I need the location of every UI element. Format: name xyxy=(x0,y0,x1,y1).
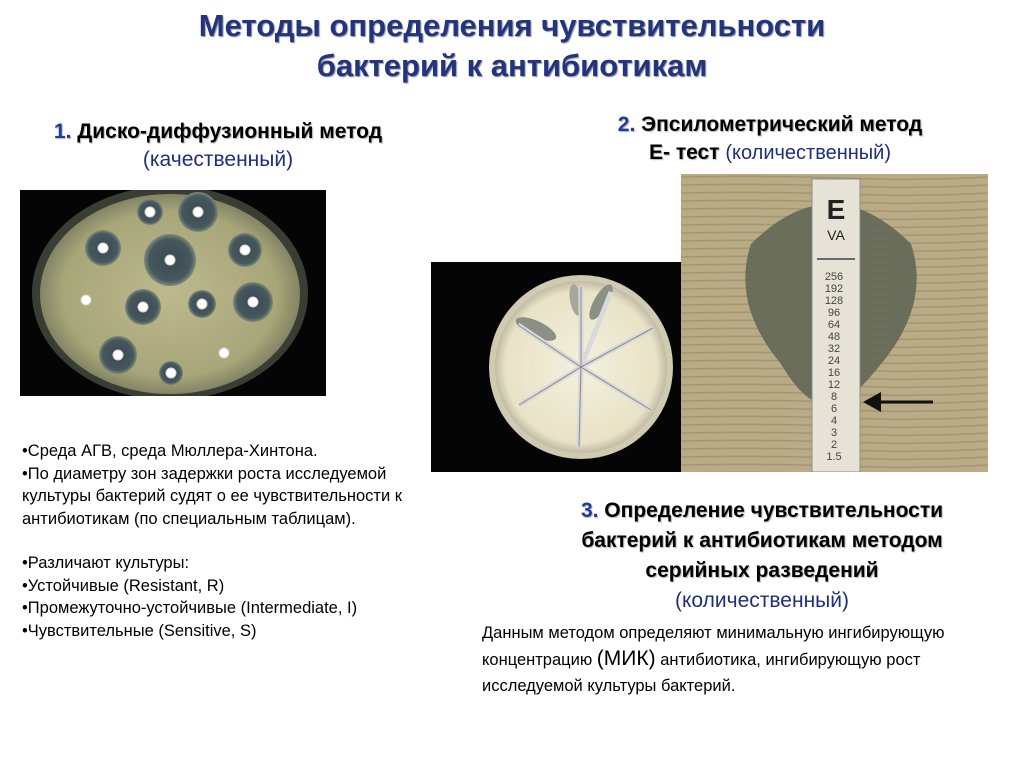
mic-text-part2: концентрацию xyxy=(482,651,593,669)
etest-scale-label: 24 xyxy=(827,355,841,367)
method3-name-line-1: Определение чувствительности xyxy=(604,499,944,522)
method1-heading xyxy=(0,118,436,174)
etest-logo: E xyxy=(826,194,846,225)
etest-scale-label: 192 xyxy=(824,283,844,295)
method2-heading xyxy=(540,111,1000,167)
method3-number: 3. xyxy=(580,499,599,522)
etest-scale-label: 256 xyxy=(824,271,844,283)
mic-text-part3: антибиотика, ингибирующую рост исследуемой культуры бактерий. xyxy=(482,651,921,695)
method1-name: Диско-диффузионный метод xyxy=(77,120,383,143)
mic-abbreviation: (МИК) xyxy=(596,647,656,670)
method2-name: Эпсилометрический метод xyxy=(641,113,923,136)
etest-scale-label: 48 xyxy=(827,331,841,343)
etest-scale-label: 6 xyxy=(830,403,838,415)
method2-number: 2. xyxy=(617,113,636,136)
note-resistant: •Устойчивые (Resistant, R) xyxy=(22,576,225,595)
etest-scale-label: 12 xyxy=(827,379,841,391)
mic-description xyxy=(482,620,1022,699)
etest-scale-label: 64 xyxy=(827,319,841,331)
note-culture-types: •Различают культуры: xyxy=(22,554,190,572)
method2-test-name: Е- тест xyxy=(648,141,720,164)
etest-scale-label: 32 xyxy=(827,343,841,355)
note-zone-diameter: •По диаметру зон задержки роста исследуемой культуры бактерий судят о ее чувствительности к антибиотикам (по специальным таблицам). xyxy=(22,464,402,528)
method3-qualifier: (количественный) xyxy=(675,589,849,612)
etest-code: VA xyxy=(827,227,845,243)
page-title xyxy=(0,6,1024,86)
etest-scale-label: 8 xyxy=(830,391,838,403)
note-sensitive: •Чувствительные (Sensitive, S) xyxy=(22,621,257,640)
etest-plate-image xyxy=(431,262,683,472)
method1-number: 1. xyxy=(53,120,72,143)
title-line-1: Методы определения чувствительности xyxy=(198,8,826,43)
etest-closeup-image xyxy=(681,174,988,472)
method3-name-line-2: бактерий к антибиотикам методом xyxy=(581,529,943,552)
method3-heading xyxy=(500,496,1024,616)
note-media: •Среда АГВ, среда Мюллера-Хинтона. xyxy=(22,442,318,460)
etest-scale-label: 3 xyxy=(830,427,838,439)
method3-name-line-3: серийных разведений xyxy=(645,559,879,582)
method2-qualifier: (количественный) xyxy=(725,142,892,164)
etest-scale-label: 1.5 xyxy=(826,451,842,463)
etest-scale-label: 96 xyxy=(827,307,841,319)
etest-scale-label: 2 xyxy=(830,439,838,451)
title-line-2: бактерий к антибиотикам xyxy=(316,48,708,83)
method1-qualifier: (качественный) xyxy=(142,148,294,171)
note-intermediate: •Промежуточно-устойчивые (Intermediate, I) xyxy=(22,599,358,617)
etest-scale-label: 4 xyxy=(830,415,838,427)
disk-diffusion-plate-image xyxy=(20,190,326,396)
disk-method-notes xyxy=(22,440,422,642)
mic-text-part1: Данным методом определяют минимальную ингибирующую xyxy=(482,624,945,642)
etest-scale-label: 16 xyxy=(827,367,841,379)
etest-scale-label: 128 xyxy=(824,295,844,307)
